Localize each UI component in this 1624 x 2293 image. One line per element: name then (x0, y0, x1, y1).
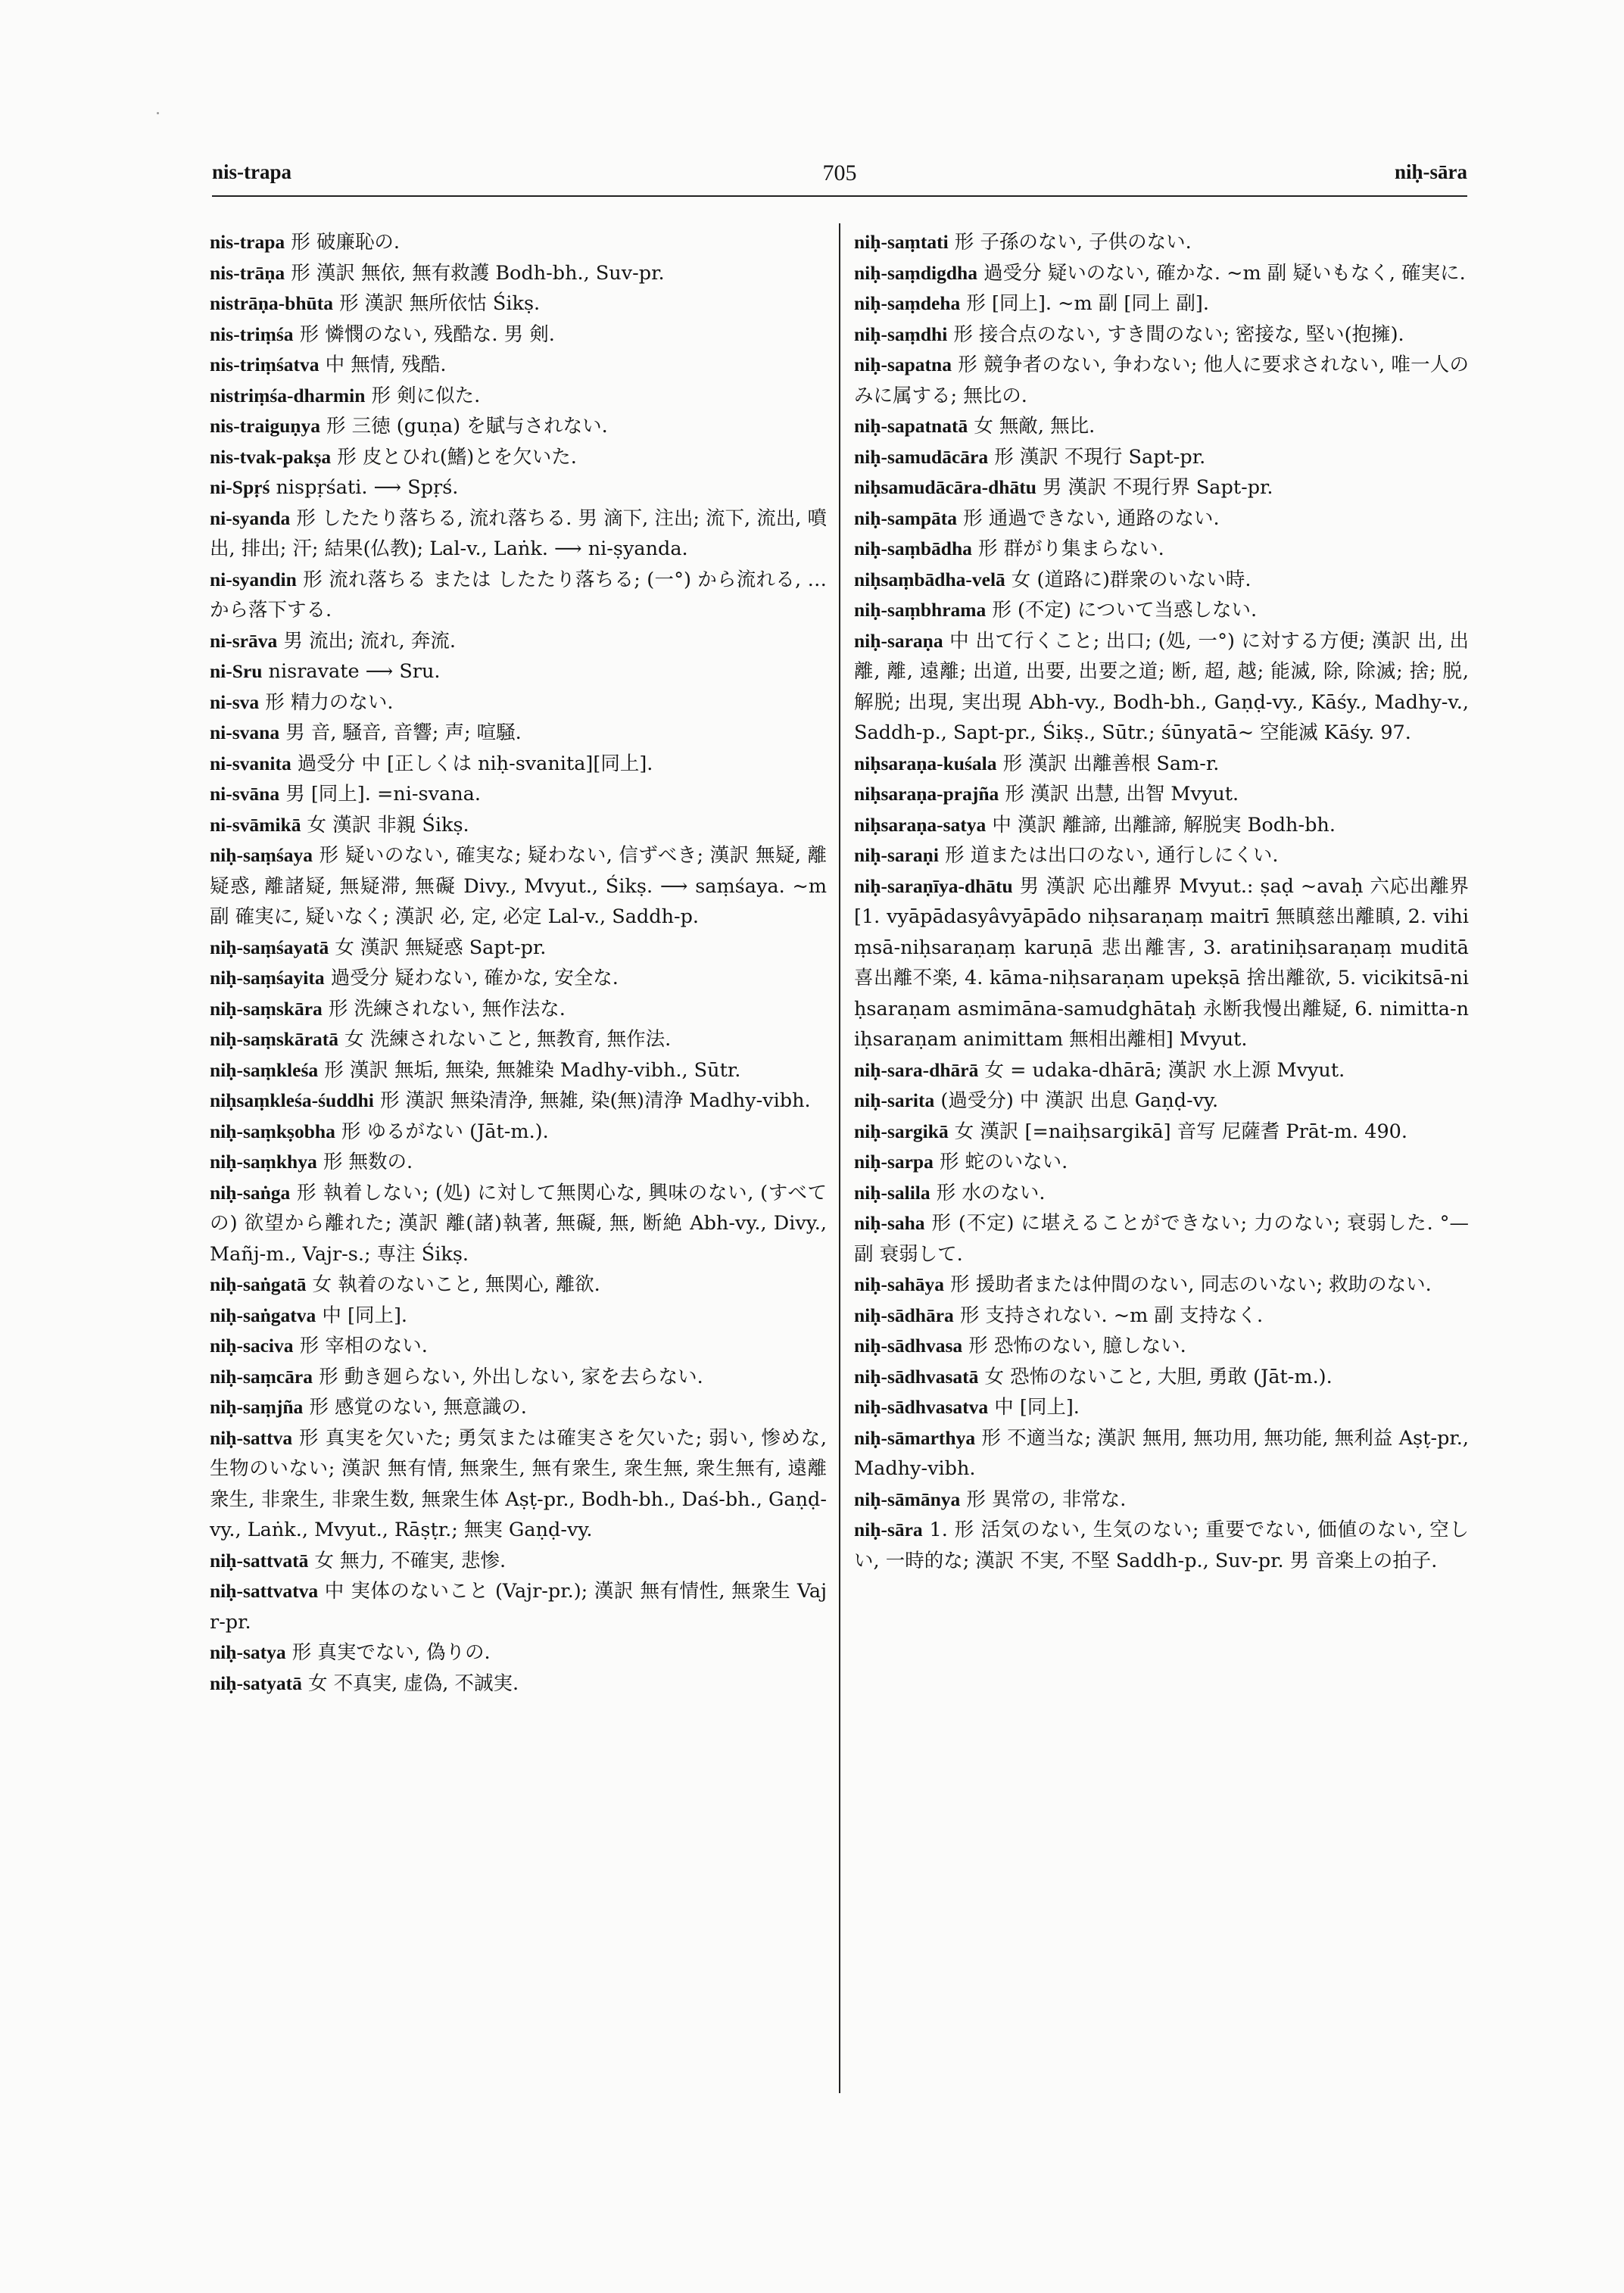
dictionary-entry (854, 1208, 1469, 1270)
entry-headword: niḥsaṃbādha-velā (854, 568, 1005, 590)
dictionary-entry (854, 1117, 1469, 1148)
entry-definition: 形 無数の. (316, 1151, 413, 1173)
entry-headword: niḥ-salila (854, 1181, 930, 1204)
dictionary-entry (210, 1055, 827, 1086)
entry-headword: niḥ-saṃśaya (210, 844, 313, 866)
dictionary-entry (210, 994, 827, 1025)
scan-speck (157, 112, 159, 114)
entry-definition: 形 漢訳 出慧, 出智 Mvyut. (999, 783, 1239, 805)
dictionary-entry (854, 840, 1469, 871)
entry-headword: niḥ-saha (854, 1212, 925, 1234)
entry-headword: niḥ-sāra (854, 1519, 923, 1541)
entry-headword: niḥ-saṃkhya (210, 1151, 317, 1173)
dictionary-entry (210, 227, 827, 258)
dictionary-entry (854, 565, 1469, 596)
dictionary-entry (854, 411, 1469, 442)
entry-definition: 形 三徳 (guṇa) を賦与されない. (320, 415, 608, 438)
entry-definition: 形 漢訳 出離善根 Sam-r. (996, 752, 1220, 775)
entry-definition: 1. 形 活気のない, 生気のない; 重要でない, 価値のない, 空しい, 一時的な; 漢訳 不実, 不堅 Saddh-p., Suv-pr. 男 音楽上の拍子. (854, 1519, 1469, 1572)
entry-headword: niḥ-sampāta (854, 506, 958, 529)
entry-headword: niḥ-sāmānya (854, 1488, 961, 1510)
dictionary-entry (210, 749, 827, 780)
entry-headword: niḥ-saṃdeha (854, 292, 961, 314)
entry-headword: niḥ-saṃskāra (210, 997, 323, 1020)
entry-definition: 形 道または出口のない, 通行しにくい. (938, 844, 1279, 867)
entry-headword: niḥ-sattvatva (210, 1580, 319, 1602)
entry-headword: niḥ-saṃśayita (210, 967, 325, 989)
entry-headword: niḥ-sādhāra (854, 1304, 954, 1326)
entry-headword: niḥ-saraṇa (854, 629, 943, 652)
entry-definition: 形 執着しない; (処) に対して無関心な, 興味のない, (すべての) 欲望から離れた; 漢訳 離(諸)執著, 無礙, 無, 断絶 Abh-vy., Divy., Mañj-m., Vajr-s.; 専注 Śikṣ. (210, 1181, 827, 1266)
entry-definition: 形 憐憫のない, 残酷な. 男 剣. (293, 322, 555, 346)
dictionary-entry (210, 626, 827, 657)
entry-definition: 女 漢訳 [=naiḥsargikā] 音写 尼薩耆 Prāt-m. 490. (948, 1120, 1408, 1143)
entry-definition: 男 [同上]. =ni-svana. (279, 783, 481, 805)
dictionary-entry (210, 656, 827, 687)
entry-headword: niḥ-saṃkleśa (210, 1058, 319, 1081)
dictionary-entry (854, 626, 1469, 749)
entry-definition: 形 流れ落ちる または したたり落ちる; (一°) から流れる, …から落下する. (210, 568, 827, 622)
entry-definition: 形 漢訳 無所依怙 Śikṣ. (332, 292, 541, 315)
dictionary-entry (210, 1147, 827, 1178)
column-divider (839, 223, 840, 2093)
entry-definition: 女 恐怖のないこと, 大胆, 勇敢 (Jāt-m.). (978, 1365, 1333, 1388)
dictionary-entry (854, 1270, 1469, 1301)
header-rule (212, 195, 1467, 197)
dictionary-entry (210, 840, 827, 933)
dictionary-entry (210, 1546, 827, 1577)
page-header (212, 160, 1467, 191)
dictionary-entry (854, 1485, 1469, 1516)
entry-definition: 形 漢訳 無染清浄, 無雑, 染(無)清浄 Madhy-vibh. (373, 1089, 811, 1112)
entry-headword: ni-Spṛś (210, 476, 270, 498)
entry-definition: 男 流出; 流れ, 奔流. (277, 629, 456, 653)
entry-headword: ni-svana (210, 721, 280, 743)
entry-definition: 中 無情, 残酷. (319, 354, 447, 376)
entry-headword: niḥ-sapatnatā (854, 415, 968, 437)
entry-definition: 男 音, 騒音, 音響; 声; 喧騒. (279, 721, 522, 744)
dictionary-entry (210, 503, 827, 565)
entry-definition: 形 (不定) に堪えることができない; 力のない; 衰弱した. °— 副 衰弱して. (854, 1212, 1469, 1266)
entry-definition: 形 [同上]. ~m 副 [同上 副]. (960, 292, 1209, 315)
entry-headword: niḥ-saṃdigdha (854, 261, 977, 284)
entry-headword: niḥsaraṇa-prajña (854, 783, 999, 805)
entry-headword: niḥ-saṅgatā (210, 1273, 307, 1295)
entry-headword: ni-syanda (210, 506, 291, 529)
entry-definition: 形 支持されない. ~m 副 支持なく. (953, 1304, 1264, 1327)
dictionary-entry (854, 1362, 1469, 1393)
entry-headword: niḥ-saṃskāratā (210, 1028, 339, 1050)
entry-headword: nis-triṃśatva (210, 354, 320, 375)
entry-headword: niḥ-satyatā (210, 1671, 302, 1694)
left-column (210, 227, 827, 1699)
entry-headword: niḥsaṃkleśa-śuddhi (210, 1089, 374, 1111)
dictionary-entry (210, 1024, 827, 1055)
dictionary-entry (854, 442, 1469, 473)
dictionary-entry (210, 1117, 827, 1148)
dictionary-entry (854, 350, 1469, 411)
entry-headword: niḥ-sādhvasatva (854, 1396, 989, 1418)
entry-definition: nisravate ⟶ Sru. (262, 660, 441, 683)
entry-definition: 形 したたり落ちる, 流れ落ちる. 男 滴下, 注出; 流下, 流出, 噴出, 排出; 汗; 結果(仏教); Lal-v., Laṅk. ⟶ ni-ṣyanda. (210, 506, 827, 560)
entry-headword: niḥ-saṃkṣobha (210, 1120, 335, 1142)
entry-headword: niḥsamudācāra-dhātu (854, 476, 1036, 498)
entry-definition: 男 漢訳 応出離界 Mvyut.: ṣaḍ ~avaḥ 六応出離界 [1. vyāpādasyâvyāpādo niḥsaraṇaṃ maitrī 無瞋慈出離瞋, 2. vihiṃsā-niḥsaraṇaṃ karuṇā 悲出離害, 3. aratiniḥsaraṇaṃ muditā 喜出離不楽, 4. kāma-niḥsaraṇam upekṣā 捨出離欲, 5. vicikitsā-niḥsaraṇam asmimāna-samudghātaḥ 永断我慢出離疑, 6. nimitta-niḥsaraṇam animittam 無相出離相] Mvyut. (854, 874, 1469, 1051)
dictionary-entry (210, 1637, 827, 1668)
entry-definition: 形 蛇のいない. (933, 1151, 1068, 1173)
dictionary-entry (854, 779, 1469, 810)
entry-definition: 男 漢訳 不現行界 Sapt-pr. (1036, 476, 1273, 499)
entry-headword: ni-Sru (210, 660, 263, 682)
dictionary-entry (854, 258, 1469, 289)
dictionary-entry (210, 779, 827, 810)
entry-headword: ni-syandin (210, 568, 297, 590)
entry-definition: 形 真実を欠いた; 勇気または確実さを欠いた; 弱い, 惨めな, 生物のいない; 漢訳 無有情, 無衆生, 無有衆生, 衆生無, 衆生無有, 遠離衆生, 非衆生, 非衆生数, 無衆生体 Aṣṭ-pr., Bodh-bh., Daś-bh., Gaṇḍ-vy., Laṅk., Mvyut., Rāṣṭr.; 無実 Gaṇḍ-vy. (210, 1426, 827, 1541)
entry-headword: niḥ-sāmarthya (854, 1426, 976, 1449)
entry-definition: 形 精力のない. (259, 690, 394, 714)
dictionary-entry (210, 381, 827, 412)
entry-definition: 形 恐怖のない, 臆しない. (962, 1335, 1186, 1357)
dictionary-entry (854, 1055, 1469, 1086)
entry-definition: 形 漢訳 無垢, 無染, 無雑染 Madhy-vibh., Sūtr. (318, 1058, 741, 1082)
entry-definition: 女 執着のないこと, 無関心, 離欲. (306, 1273, 600, 1296)
entry-definition: 形 援助者または仲間のない, 同志のいない; 救助のない. (944, 1273, 1432, 1296)
entry-definition: nispṛśati. ⟶ Spṛś. (270, 476, 459, 499)
dictionary-entry (210, 1331, 827, 1362)
dictionary-entry (210, 933, 827, 964)
entry-headword: ni-srāva (210, 629, 278, 652)
entry-headword: niḥ-saṃbādha (854, 537, 972, 559)
entry-definition: 中 [同上]. (988, 1396, 1080, 1419)
dictionary-entry (854, 1301, 1469, 1332)
header-left-guide-word: nis-trapa (212, 160, 292, 183)
entry-headword: nis-traiguṇya (210, 415, 320, 437)
entry-headword: niḥ-saṃbhrama (854, 599, 987, 621)
header-right-guide-word: niḥ-sāra (1394, 160, 1467, 183)
entry-headword: nis-trāṇa (210, 261, 285, 284)
entry-definition: 中 [同上]. (316, 1304, 408, 1327)
dictionary-entry (854, 1086, 1469, 1117)
entry-definition: 形 水のない. (930, 1181, 1046, 1204)
entry-definition: 過受分 中 [正しくは niḥ-svanita][同上]. (291, 752, 653, 775)
entry-headword: ni-svāmikā (210, 813, 301, 836)
entry-headword: niḥ-sādhvasa (854, 1335, 963, 1357)
entry-definition: 形 真実でない, 偽りの. (285, 1641, 491, 1664)
entry-headword: niḥ-sattva (210, 1426, 293, 1449)
entry-definition: 女 洗練されないこと, 無教育, 無作法. (338, 1028, 672, 1051)
entry-definition: 形 漢訳 不現行 Sapt-pr. (988, 445, 1206, 469)
entry-headword: niḥ-saṃdhi (854, 322, 948, 345)
entry-headword: niḥ-saṃśayatā (210, 936, 329, 958)
dictionary-entry (854, 472, 1469, 503)
dictionary-entry (854, 1423, 1469, 1485)
entry-headword: niḥ-samudācāra (854, 445, 989, 468)
entry-headword: niḥ-saṃtati (854, 231, 949, 253)
dictionary-entry (854, 1331, 1469, 1362)
entry-definition: (過受分) 中 漢訳 出息 Gaṇḍ-vy. (934, 1089, 1219, 1112)
entry-headword: niḥ-saraṇīya-dhātu (854, 874, 1013, 897)
entry-headword: niḥ-sarita (854, 1089, 935, 1111)
dictionary-entry (854, 288, 1469, 319)
dictionary-entry (210, 1423, 827, 1546)
dictionary-entry (854, 871, 1469, 1055)
entry-headword: nis-tvak-pakṣa (210, 445, 332, 468)
entry-definition: 過受分 疑いのない, 確かな. ~m 副 疑いもなく, 確実に. (977, 261, 1466, 285)
dictionary-entry (854, 595, 1469, 626)
dictionary-entry (854, 1147, 1469, 1178)
dictionary-entry (854, 227, 1469, 258)
dictionary-entry (210, 472, 827, 503)
entry-headword: niḥ-sādhvasatā (854, 1365, 979, 1388)
entry-definition: 形 動き廻らない, 外出しない, 家を去らない. (313, 1365, 703, 1388)
entry-definition: 形 (不定) について当惑しない. (986, 599, 1258, 622)
dictionary-entry (854, 749, 1469, 780)
dictionary-entry (210, 1668, 827, 1699)
dictionary-entry (210, 411, 827, 442)
dictionary-entry (854, 319, 1469, 350)
entry-definition: 女 無敵, 無比. (968, 415, 1096, 438)
entry-definition: 女 無力, 不確実, 悲惨. (308, 1549, 507, 1572)
entry-headword: niḥ-sapatna (854, 354, 952, 375)
dictionary-entry (210, 687, 827, 718)
entry-headword: niḥ-saṅgatva (210, 1304, 316, 1326)
entry-definition: 形 通過できない, 通路のない. (957, 506, 1220, 530)
dictionary-entry (854, 810, 1469, 841)
entry-headword: nistrāṇa-bhūta (210, 292, 333, 314)
entry-headword: niḥ-saṅga (210, 1181, 291, 1204)
entry-definition: 中 出て行くこと; 出口; (処, 一°) に対する方便; 漢訳 出, 出離, 離, 遠離; 出道, 出要, 出要之道; 断, 超, 越; 能滅, 除, 除滅; 捨; 脱, 解脱; 出現, 実出現 Abh-vy., Bodh-bh., Gaṇḍ-vy., Kāśy., Madhy-v., Saddh-p., Sapt-pr., Śikṣ., Sūtr.; śūnyatā~ 空能滅 Kāśy. 97. (854, 629, 1469, 744)
entry-definition: 形 剣に似た. (365, 384, 481, 407)
entry-definition: 形 群がり集まらない. (971, 537, 1164, 560)
entry-headword: niḥ-saciva (210, 1335, 294, 1357)
dictionary-entry (210, 1086, 827, 1117)
dictionary-entry (210, 1301, 827, 1332)
entry-definition: 女 漢訳 無疑惑 Sapt-pr. (329, 936, 547, 959)
entry-definition: 女 不真実, 虚偽, 不誠実. (301, 1671, 519, 1695)
dictionary-entry (210, 718, 827, 749)
entry-headword: ni-svāna (210, 783, 280, 805)
dictionary-entry (210, 258, 827, 289)
entry-definition: 中 漢訳 離諦, 出離諦, 解脱実 Bodh-bh. (986, 813, 1336, 837)
entry-headword: niḥ-sarpa (854, 1151, 934, 1173)
page-number: 705 (822, 160, 857, 185)
entry-definition: 形 漢訳 無依, 無有救護 Bodh-bh., Suv-pr. (285, 261, 665, 285)
entry-headword: niḥsaraṇa-kuśala (854, 752, 997, 774)
entry-definition: 形 接合点のない, すき間のない; 密接な, 堅い(抱擁). (947, 322, 1404, 346)
entry-headword: niḥ-sahāya (854, 1273, 945, 1295)
dictionary-entry (210, 1178, 827, 1270)
dictionary-entry (210, 1576, 827, 1637)
dictionary-entry (210, 288, 827, 319)
entry-definition: 女 = udaka-dhārā; 漢訳 水上源 Mvyut. (978, 1058, 1345, 1082)
entry-definition: 過受分 疑わない, 確かな, 安全な. (324, 967, 619, 989)
dictionary-entry (854, 1515, 1469, 1576)
entry-headword: ni-svanita (210, 752, 291, 774)
dictionary-entry (210, 810, 827, 841)
entry-headword: niḥ-sargikā (854, 1120, 949, 1142)
dictionary-entry (210, 350, 827, 381)
entry-headword: niḥ-satya (210, 1641, 286, 1663)
entry-definition: 中 実体のないこと (Vajr-pr.); 漢訳 無有情性, 無衆生 Vajr-pr. (210, 1580, 827, 1634)
dictionary-entry (210, 565, 827, 626)
entry-headword: niḥsaraṇa-satya (854, 813, 987, 836)
entry-headword: nistriṃśa-dharmin (210, 384, 366, 407)
entry-headword: nis-trapa (210, 231, 285, 253)
right-column (854, 227, 1469, 1576)
entry-definition: 形 洗練されない, 無作法な. (322, 997, 566, 1020)
dictionary-entry (854, 1178, 1469, 1209)
dictionary-entry (854, 534, 1469, 565)
entry-definition: 形 疑いのない, 確実な; 疑わない, 信ずべき; 漢訳 無疑, 離疑惑, 離諸疑, 無疑滞, 無礙 Divy., Mvyut., Śikṣ. ⟶ saṃśaya. ~m 副 確実に, 疑いなく; 漢訳 必, 定, 必定 Lal-v., Saddh-p. (210, 844, 827, 928)
entry-headword: nis-triṃśa (210, 322, 294, 345)
dictionary-entry (210, 1392, 827, 1423)
entry-headword: niḥ-saraṇi (854, 844, 939, 866)
entry-headword: ni-sva (210, 690, 260, 713)
entry-headword: niḥ-saṃcāra (210, 1365, 313, 1388)
entry-definition: 形 皮とひれ(鰭)とを欠いた. (331, 445, 577, 469)
entry-definition: 形 破廉恥の. (285, 231, 401, 254)
dictionary-entry (210, 963, 827, 994)
entry-headword: niḥ-sattvatā (210, 1549, 309, 1572)
dictionary-entry (210, 1270, 827, 1301)
entry-headword: niḥ-saṃjña (210, 1396, 304, 1418)
entry-definition: 形 異常の, 非常な. (960, 1488, 1127, 1511)
dictionary-entry (854, 1392, 1469, 1423)
dictionary-entry (210, 319, 827, 350)
entry-definition: 女 漢訳 非親 Śikṣ. (301, 813, 469, 837)
dictionary-entry (854, 503, 1469, 534)
dictionary-entry (210, 442, 827, 473)
entry-definition: 形 宰相のない. (293, 1335, 428, 1357)
dictionary-entry (210, 1362, 827, 1393)
entry-definition: 女 (道路に)群衆のいない時. (1005, 568, 1252, 591)
entry-definition: 形 競争者のない, 争わない; 他人に要求されない, 唯一人のみに属する; 無比の. (854, 354, 1469, 407)
entry-definition: 形 不適当な; 漢訳 無用, 無功用, 無功能, 無利益 Aṣṭ-pr., Madhy-vibh. (854, 1426, 1469, 1480)
entry-definition: 形 感覚のない, 無意識の. (303, 1396, 527, 1419)
entry-definition: 形 子孫のない, 子供のない. (948, 231, 1192, 254)
entry-definition: 形 ゆるがない (Jāt-m.). (335, 1120, 549, 1143)
entry-headword: niḥ-sara-dhārā (854, 1058, 979, 1081)
